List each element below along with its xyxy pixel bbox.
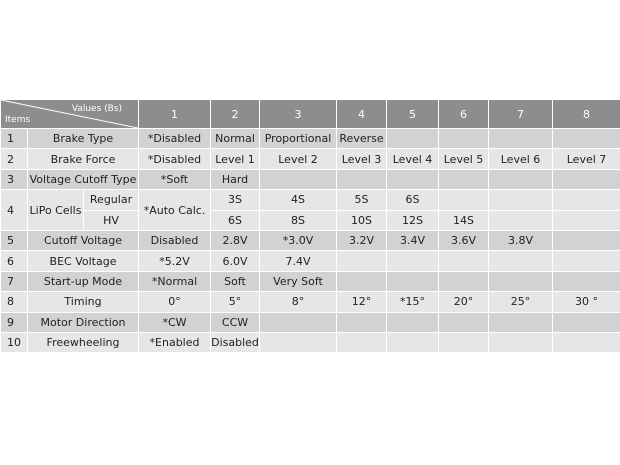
- value-cell: Hard: [211, 169, 260, 189]
- column-header-8: 8: [553, 100, 620, 129]
- value-cell: Level 5: [439, 149, 489, 169]
- row-number: 1: [1, 129, 28, 149]
- value-cell: [337, 169, 387, 189]
- value-cell: [387, 251, 439, 271]
- value-cell: *Disabled: [139, 129, 211, 149]
- row-sublabel: Regular: [84, 190, 139, 210]
- table-row: [1, 292, 620, 312]
- table-row: [1, 271, 620, 291]
- value-cell: 20°: [439, 292, 489, 312]
- table-row: [1, 251, 620, 271]
- column-header-4: 4: [337, 100, 387, 129]
- column-header-6: 6: [439, 100, 489, 129]
- esc-settings-table: [0, 99, 620, 353]
- value-cell: [260, 169, 337, 189]
- value-cell: [553, 169, 620, 189]
- value-cell: 5°: [211, 292, 260, 312]
- value-cell: *Auto Calc.: [139, 190, 211, 231]
- value-cell: [387, 312, 439, 332]
- row-number: 8: [1, 292, 28, 312]
- row-label: Timing: [28, 292, 139, 312]
- value-cell: *Disabled: [139, 149, 211, 169]
- row-label: Brake Type: [28, 129, 139, 149]
- value-cell: 12°: [337, 292, 387, 312]
- value-cell: [337, 332, 387, 352]
- row-number: 9: [1, 312, 28, 332]
- value-cell: [553, 312, 620, 332]
- value-cell: 3.2V: [337, 230, 387, 250]
- value-cell: Soft: [211, 271, 260, 291]
- value-cell: CCW: [211, 312, 260, 332]
- value-cell: *15°: [387, 292, 439, 312]
- value-cell: 3.8V: [489, 230, 553, 250]
- row-label: LiPo Cells: [28, 190, 84, 231]
- value-cell: [439, 129, 489, 149]
- value-cell: Level 7: [553, 149, 620, 169]
- value-cell: 3.4V: [387, 230, 439, 250]
- value-cell: [439, 271, 489, 291]
- table-row: [1, 149, 620, 169]
- row-label: Start-up Mode: [28, 271, 139, 291]
- value-cell: Level 2: [260, 149, 337, 169]
- header-row: [1, 100, 620, 129]
- value-cell: 6.0V: [211, 251, 260, 271]
- value-cell: [387, 332, 439, 352]
- value-cell: [489, 169, 553, 189]
- row-label: Brake Force: [28, 149, 139, 169]
- value-cell: [553, 271, 620, 291]
- value-cell: [553, 210, 620, 230]
- value-cell: 6S: [211, 210, 260, 230]
- value-cell: [439, 190, 489, 210]
- value-cell: 8S: [260, 210, 337, 230]
- table-row: [1, 312, 620, 332]
- table-row: [1, 230, 620, 250]
- column-header-5: 5: [387, 100, 439, 129]
- value-cell: Level 1: [211, 149, 260, 169]
- header-corner-cell: [1, 100, 139, 129]
- value-cell: 2.8V: [211, 230, 260, 250]
- value-cell: [489, 271, 553, 291]
- value-cell: [489, 210, 553, 230]
- value-cell: [387, 129, 439, 149]
- value-cell: *3.0V: [260, 230, 337, 250]
- value-cell: [439, 169, 489, 189]
- row-number: 4: [1, 190, 28, 231]
- value-cell: Disabled: [211, 332, 260, 352]
- value-cell: 14S: [439, 210, 489, 230]
- value-cell: Disabled: [139, 230, 211, 250]
- value-cell: [439, 312, 489, 332]
- value-cell: Level 4: [387, 149, 439, 169]
- value-cell: *5.2V: [139, 251, 211, 271]
- value-cell: 25°: [489, 292, 553, 312]
- value-cell: 0°: [139, 292, 211, 312]
- value-cell: Level 6: [489, 149, 553, 169]
- column-header-1: 1: [139, 100, 211, 129]
- value-cell: 30 °: [553, 292, 620, 312]
- value-cell: 5S: [337, 190, 387, 210]
- row-label: Voltage Cutoff Type: [28, 169, 139, 189]
- value-cell: Reverse: [337, 129, 387, 149]
- row-label: Cutoff Voltage: [28, 230, 139, 250]
- table-row: [1, 190, 620, 210]
- value-cell: 12S: [387, 210, 439, 230]
- value-cell: *CW: [139, 312, 211, 332]
- table-row: [1, 169, 620, 189]
- value-cell: [553, 190, 620, 210]
- value-cell: [387, 271, 439, 291]
- value-cell: [489, 190, 553, 210]
- value-cell: 6S: [387, 190, 439, 210]
- values-header-label: Values (Bs): [71, 104, 123, 114]
- value-cell: [260, 332, 337, 352]
- row-label: BEC Voltage: [28, 251, 139, 271]
- value-cell: [439, 332, 489, 352]
- value-cell: [337, 251, 387, 271]
- row-number: 5: [1, 230, 28, 250]
- value-cell: *Soft: [139, 169, 211, 189]
- table-row: [1, 332, 620, 352]
- row-sublabel: HV: [84, 210, 139, 230]
- value-cell: [260, 312, 337, 332]
- value-cell: [553, 230, 620, 250]
- row-label: Freewheeling: [28, 332, 139, 352]
- table-row: [1, 210, 620, 230]
- row-number: 2: [1, 149, 28, 169]
- value-cell: 8°: [260, 292, 337, 312]
- value-cell: 3S: [211, 190, 260, 210]
- value-cell: 4S: [260, 190, 337, 210]
- value-cell: [553, 251, 620, 271]
- value-cell: [489, 129, 553, 149]
- value-cell: *Normal: [139, 271, 211, 291]
- value-cell: *Enabled: [139, 332, 211, 352]
- value-cell: [489, 332, 553, 352]
- value-cell: Proportional: [260, 129, 337, 149]
- column-header-2: 2: [211, 100, 260, 129]
- value-cell: [553, 332, 620, 352]
- value-cell: [337, 312, 387, 332]
- column-header-3: 3: [260, 100, 337, 129]
- row-number: 7: [1, 271, 28, 291]
- row-number: 6: [1, 251, 28, 271]
- column-header-7: 7: [489, 100, 553, 129]
- value-cell: [337, 271, 387, 291]
- table-row: [1, 129, 620, 149]
- items-header-label: Items: [5, 115, 31, 125]
- value-cell: [553, 129, 620, 149]
- row-label: Motor Direction: [28, 312, 139, 332]
- row-number: 3: [1, 169, 28, 189]
- value-cell: 7.4V: [260, 251, 337, 271]
- value-cell: Very Soft: [260, 271, 337, 291]
- value-cell: [439, 251, 489, 271]
- row-number: 10: [1, 332, 28, 352]
- value-cell: 10S: [337, 210, 387, 230]
- value-cell: 3.6V: [439, 230, 489, 250]
- value-cell: Level 3: [337, 149, 387, 169]
- value-cell: [387, 169, 439, 189]
- value-cell: Normal: [211, 129, 260, 149]
- value-cell: [489, 312, 553, 332]
- value-cell: [489, 251, 553, 271]
